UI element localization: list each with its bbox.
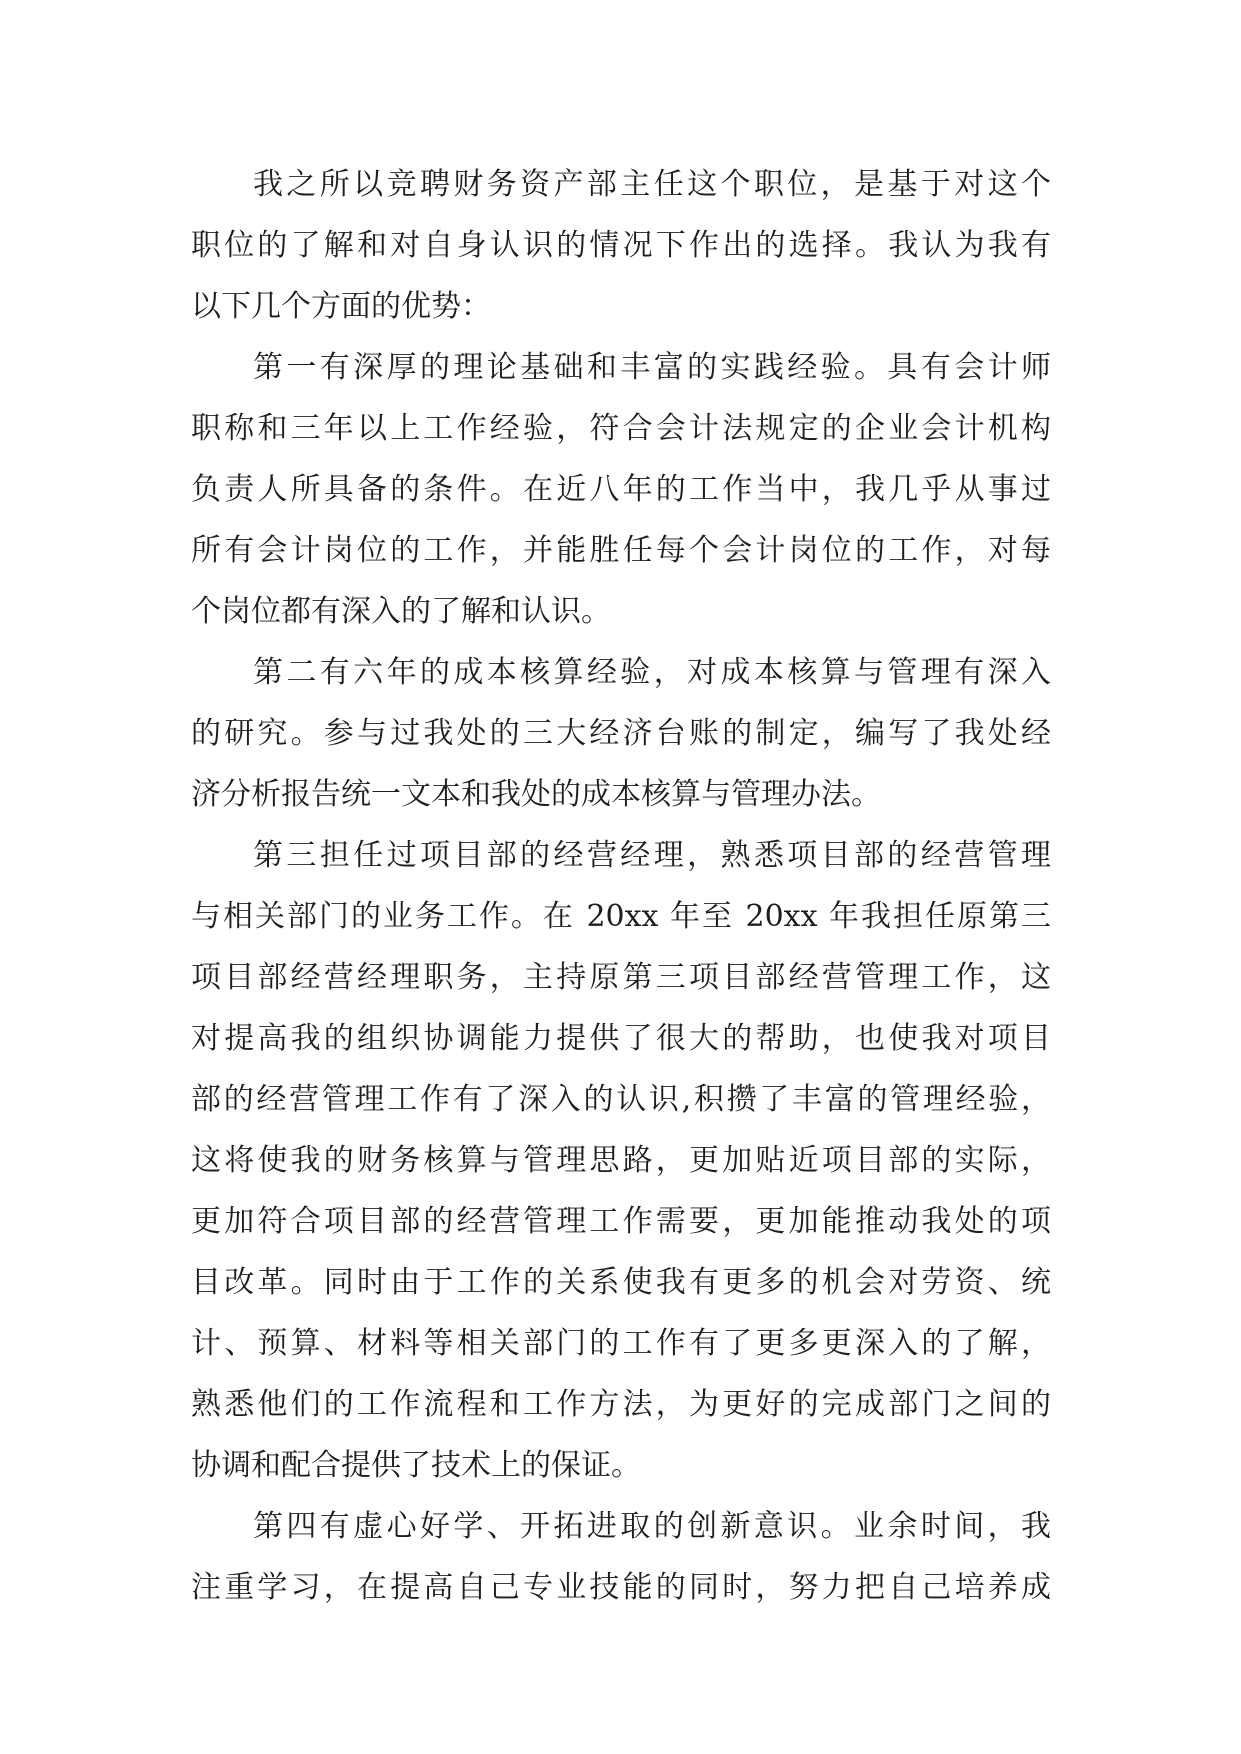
paragraph-intro bbox=[191, 154, 1051, 337]
text-line: 职位的了解和对自身认识的情况下作出的选择。我认为我有 bbox=[191, 228, 1051, 263]
text-line: 熟悉他们的工作流程和工作方法，为更好的完成部门之间的 bbox=[191, 1387, 1051, 1422]
text-line: 与相关部门的业务工作。在 20xx 年至 20xx 年我担任原第三 bbox=[191, 899, 1051, 934]
text-line: 我之所以竞聘财务资产部主任这个职位，是基于对这个 bbox=[253, 167, 1051, 202]
text-line: 第三担任过项目部的经营经理，熟悉项目部的经营管理 bbox=[253, 838, 1051, 873]
text-line: 注重学习，在提高自己专业技能的同时，努力把自己培养成 bbox=[191, 1570, 1051, 1605]
paragraph-third-advantage bbox=[191, 825, 1051, 1496]
text-line: 这将使我的财务核算与管理思路，更加贴近项目部的实际， bbox=[191, 1143, 1051, 1178]
text-line: 更加符合项目部的经营管理工作需要，更加能推动我处的项 bbox=[191, 1204, 1051, 1239]
text-line: 计、预算、材料等相关部门的工作有了更多更深入的了解， bbox=[191, 1326, 1051, 1361]
text-line: 的研究。参与过我处的三大经济台账的制定，编写了我处经 bbox=[191, 716, 1051, 751]
text-line: 第一有深厚的理论基础和丰富的实践经验。具有会计师 bbox=[253, 350, 1051, 385]
paragraph-first-advantage bbox=[191, 337, 1051, 642]
text-line: 对提高我的组织协调能力提供了很大的帮助，也使我对项目 bbox=[191, 1021, 1051, 1056]
text-line: 以下几个方面的优势： bbox=[191, 289, 491, 324]
text-line: 第四有虚心好学、开拓进取的创新意识。业余时间，我 bbox=[253, 1509, 1051, 1544]
text-line: 职称和三年以上工作经验，符合会计法规定的企业会计机构 bbox=[191, 411, 1051, 446]
document-body bbox=[191, 154, 1051, 1618]
text-line: 项目部经营经理职务，主持原第三项目部经营管理工作，这 bbox=[191, 960, 1051, 995]
text-line: 部的经营管理工作有了深入的认识,积攒了丰富的管理经验， bbox=[191, 1082, 1051, 1117]
paragraph-second-advantage bbox=[191, 642, 1051, 825]
text-line: 个岗位都有深入的了解和认识。 bbox=[191, 594, 611, 629]
text-line: 第二有六年的成本核算经验，对成本核算与管理有深入 bbox=[253, 655, 1051, 690]
text-line: 目改革。同时由于工作的关系使我有更多的机会对劳资、统 bbox=[191, 1265, 1051, 1300]
text-line: 济分析报告统一文本和我处的成本核算与管理办法。 bbox=[191, 777, 881, 812]
text-line: 负责人所具备的条件。在近八年的工作当中，我几乎从事过 bbox=[191, 472, 1051, 507]
paragraph-fourth-advantage bbox=[191, 1496, 1051, 1618]
text-line: 协调和配合提供了技术上的保证。 bbox=[191, 1448, 641, 1483]
text-line: 所有会计岗位的工作，并能胜任每个会计岗位的工作，对每 bbox=[191, 533, 1051, 568]
